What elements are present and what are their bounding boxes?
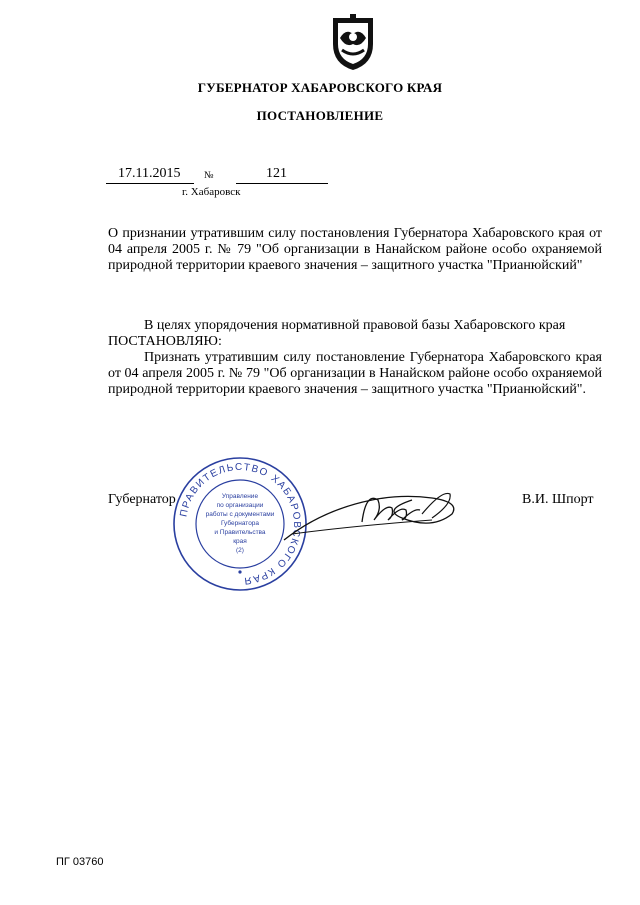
form-code: ПГ 03760 [56,856,104,868]
number-sign: № [204,170,214,181]
coat-of-arms-icon [330,14,376,72]
preamble: В целях упорядочения нормативной правовой базы Хабаровского края [144,318,566,333]
document-subject: О признании утратившим силу постановления Губернатора Хабаровского края от 04 апреля 2005 г. № 79 "Об организации в Нанайском районе особо охраняемой природной территории краевого значения – защитного участка "Прианюйский" [108,226,602,273]
stamp-ring-text: ПРАВИТЕЛЬСТВО ХАБАРОВСКОГО КРАЯ [178,461,303,587]
document-date: 17.11.2015 [118,166,181,181]
document-city: г. Хабаровск [182,186,241,198]
stamp-line: (2) [236,547,244,554]
order-text: Признать утратившим силу постановление Губернатора Хабаровского края от 04 апреля 2005 г. № 79 "Об организации в Нанайском районе особо охраняемой природной территории краевого значения – защитного участка "Прианюйский". [108,350,602,397]
signatory-title: Губернатор [108,492,176,507]
document-number: 121 [266,166,287,181]
date-underline [106,183,194,184]
stamp-line: по организации [216,502,264,509]
decree-word: ПОСТАНОВЛЯЮ: [108,334,222,349]
document-type: ПОСТАНОВЛЕНИЕ [256,108,384,123]
stamp-line: Губернатора [220,520,260,527]
signatory-name: В.И. Шпорт [522,492,594,507]
stamp-line: и Правительства [214,529,266,536]
handwritten-signature [282,470,472,550]
number-underline [236,183,328,184]
stamp-line: края [233,538,247,545]
issuing-authority: ГУБЕРНАТОР ХАБАРОВСКОГО КРАЯ [197,80,443,95]
stamp-line: работы с документами [205,511,275,518]
stamp-line: Управление [221,493,259,500]
